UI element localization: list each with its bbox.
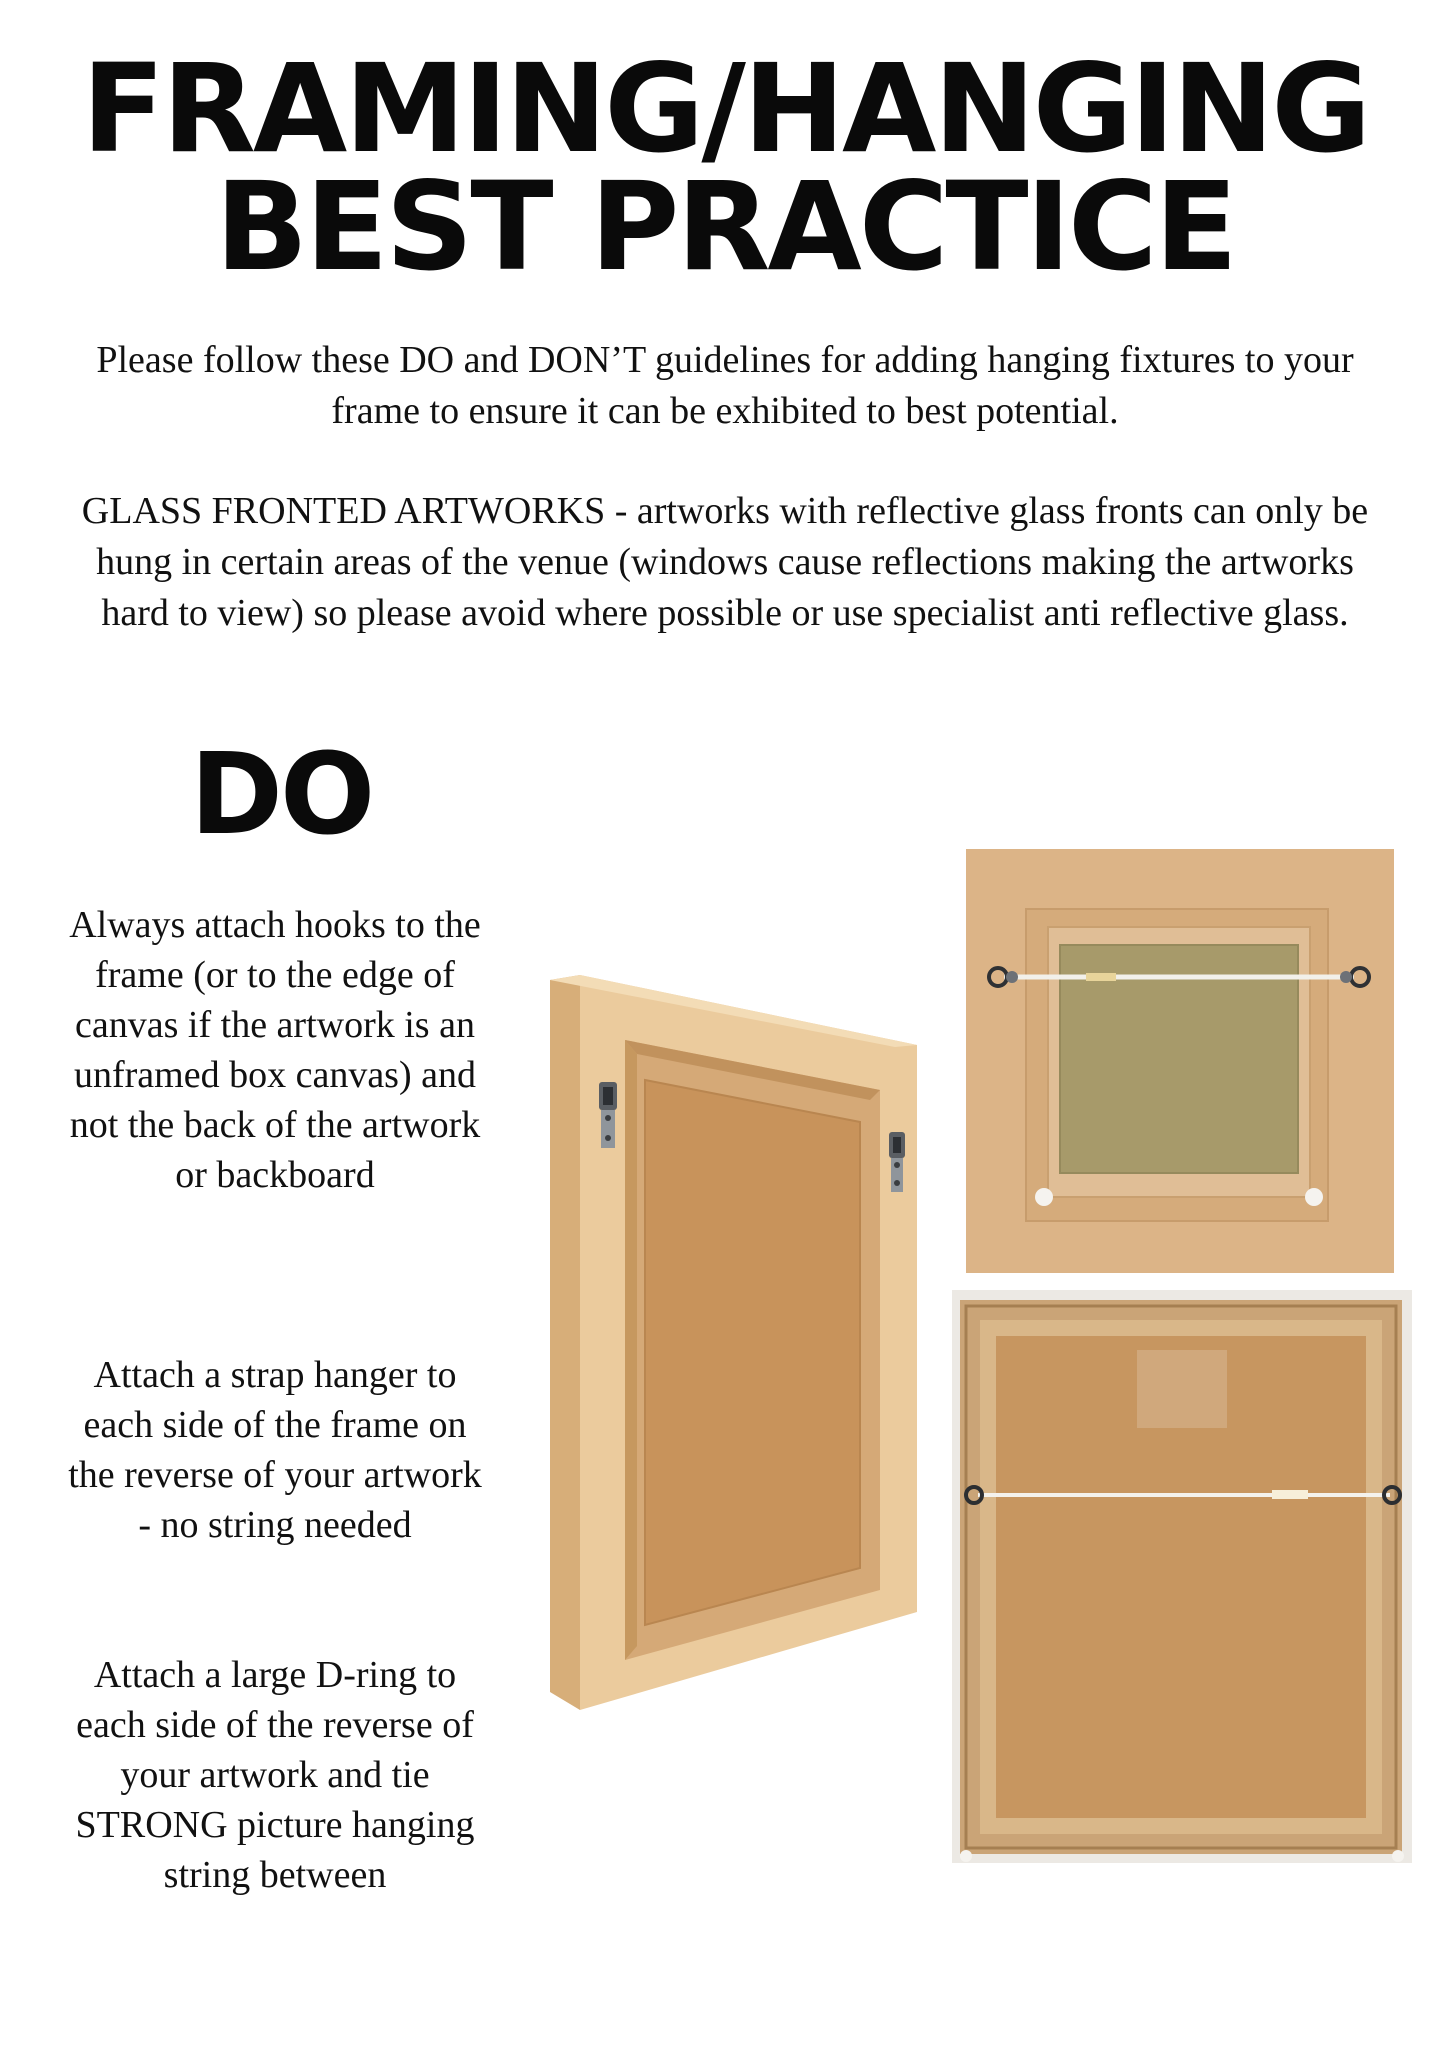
instruction-d-ring-string: Attach a large D-ring to each side of the reverse of your artwork and tie STRONG picture hanging string between — [75, 1654, 475, 1896]
page-title-line-1: FRAMING/HANGING — [81, 38, 1369, 180]
glass-fronted-note: GLASS FRONTED ARTWORKS - artworks with reflective glass fronts can only be hung in certain areas of the venue (windows cause reflections making the artworks hard to view) so please avoid where possible or use specialist anti reflective glass. — [81, 490, 1369, 634]
instruction-attach-hooks: Always attach hooks to the frame (or to the edge of canvas if the artwork is an unframed box canvas) and not the back of the artwork or backboard — [69, 904, 481, 1196]
instruction-strap-hanger: Attach a strap hanger to each side of the frame on the reverse of your artwork - no string needed — [68, 1354, 482, 1546]
strap-hanger-right-icon — [889, 1132, 905, 1192]
frame-back-with-string-large-photo — [952, 1290, 1412, 1863]
do-heading: DO — [190, 730, 373, 860]
page-title-line-2: BEST PRACTICE — [215, 156, 1235, 298]
intro-paragraph: Please follow these DO and DON’T guidelines for adding hanging fixtures to your frame to ensure it can be exhibited to best potential. — [96, 339, 1354, 432]
strap-hanger-left-icon — [599, 1082, 617, 1148]
frame-with-strap-hangers-photo — [545, 950, 925, 1720]
page-title — [0, 38, 1450, 298]
frame-back-with-string-small-photo — [966, 849, 1394, 1273]
